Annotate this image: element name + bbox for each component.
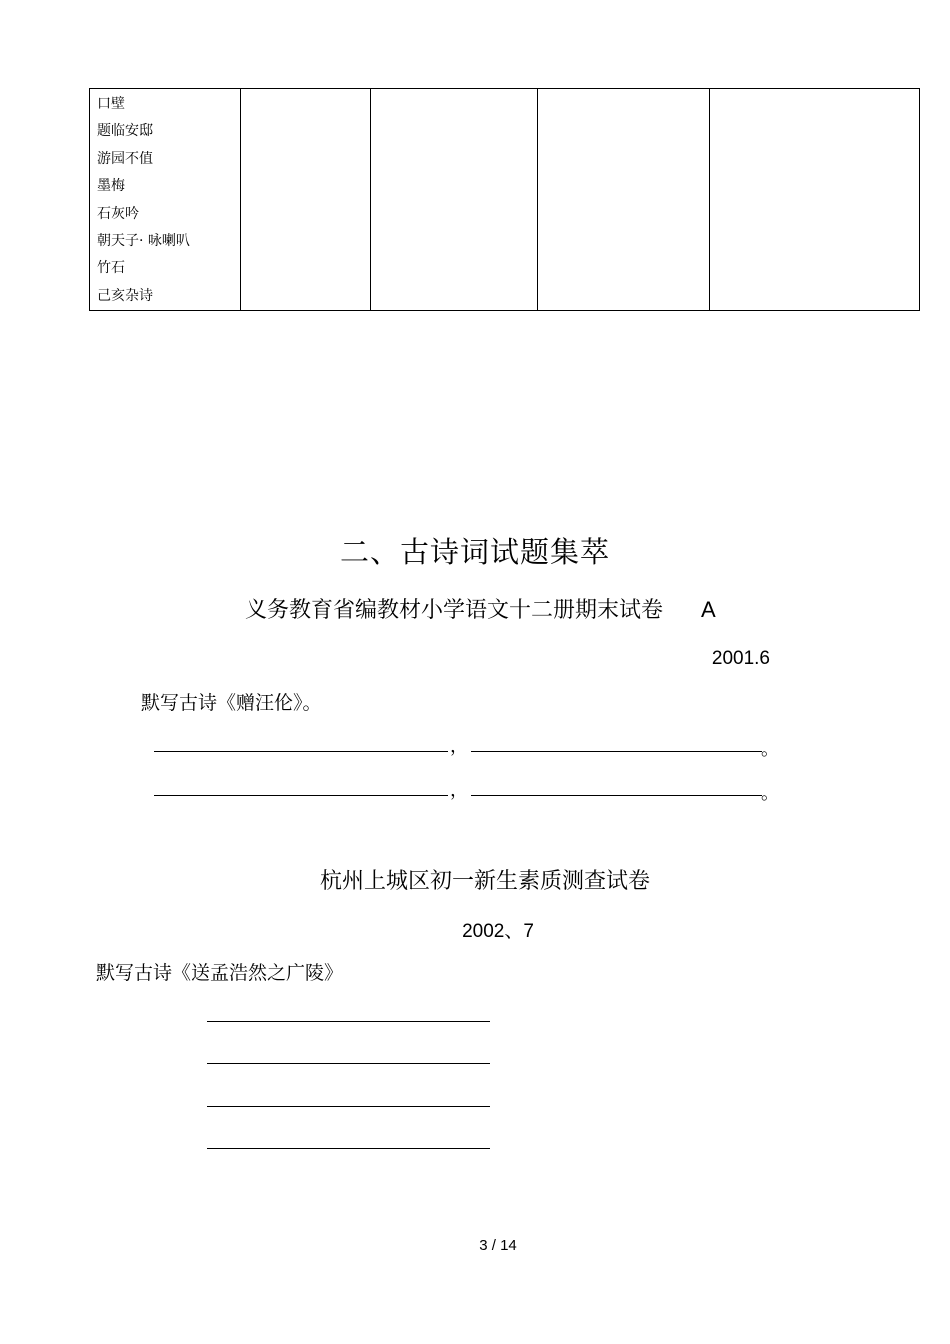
poem-titles-cell (90, 89, 241, 311)
exam-a-suffix: A (701, 597, 716, 622)
poem-title: 石灰吟 (97, 205, 139, 222)
answer-blank[interactable] (154, 751, 448, 752)
poem-title: 游园不值 (97, 150, 153, 167)
period-mark: 。 (761, 783, 779, 804)
period-mark: 。 (761, 739, 779, 760)
table-cell-empty (371, 89, 538, 311)
answer-blank[interactable] (471, 751, 762, 752)
section-title: 二、古诗词试题集萃 (339, 535, 610, 569)
answer-blank[interactable] (471, 795, 762, 796)
comma-mark: ， (450, 736, 468, 757)
table-cell-empty (538, 89, 710, 311)
answer-blank[interactable] (207, 1063, 490, 1064)
table-cell-empty (710, 89, 920, 311)
poem-title-list (90, 89, 240, 310)
exam-b-date: 2002、7 (462, 921, 534, 942)
poem-title: 己亥杂诗 (97, 287, 153, 304)
poem-table (89, 88, 920, 311)
answer-blank[interactable] (154, 795, 448, 796)
poem-title: 朝天子· 咏喇叭 (97, 232, 190, 249)
poem-title: 题临安邸 (97, 123, 153, 140)
page-number: 3 / 14 (479, 1237, 517, 1254)
answer-blank[interactable] (207, 1021, 490, 1022)
exam-b-title: 杭州上城区初一新生素质测查试卷 (319, 869, 650, 894)
exam-a-instruction: 默写古诗《赠汪伦》。 (141, 692, 322, 714)
poem-title: 口壁 (97, 96, 125, 112)
exam-b-instruction: 默写古诗《送孟浩然之广陵》 (96, 962, 344, 984)
comma-mark: ， (450, 780, 468, 801)
table-cell-empty (241, 89, 371, 311)
exam-a-heading (245, 593, 716, 624)
poem-title: 墨梅 (97, 178, 125, 195)
poem-title: 竹石 (97, 260, 125, 277)
exam-a-title: 义务教育省编教材小学语文十二册期末试卷 (245, 598, 664, 623)
answer-blank[interactable] (207, 1106, 490, 1107)
answer-blank[interactable] (207, 1148, 490, 1149)
table-row (90, 89, 920, 311)
exam-a-date: 2001.6 (711, 648, 770, 669)
